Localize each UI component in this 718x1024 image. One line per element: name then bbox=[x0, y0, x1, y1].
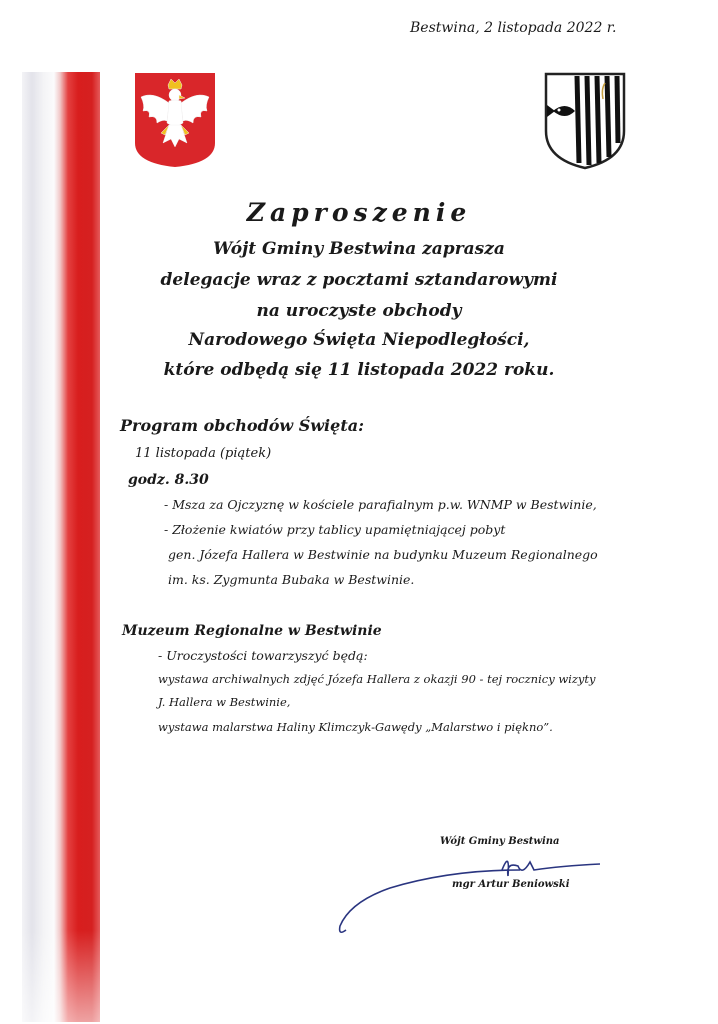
intro-line: które odbędą się 11 listopada 2022 roku. bbox=[163, 360, 555, 380]
museum-item: wystawa archiwalnych zdjęć Józefa Hallera z okazji 90 - tej rocznicy wizyty bbox=[158, 672, 596, 686]
museum-item: - Uroczystości towarzyszyć będą: bbox=[158, 648, 368, 663]
signatory-name: mgr Artur Beniowski bbox=[452, 879, 570, 890]
program-item: - Złożenie kwiatów przy tablicy upamiętniającej pobyt bbox=[164, 522, 506, 537]
museum-item: J. Hallera w Bestwinie, bbox=[158, 695, 291, 709]
polish-eagle-emblem-icon bbox=[133, 71, 217, 169]
program-item: gen. Józefa Hallera w Bestwinie na budynku Muzeum Regionalnego bbox=[168, 547, 598, 562]
intro-line: delegacje wraz z pocztami sztandarowymi bbox=[160, 270, 558, 290]
flag-fade bbox=[22, 930, 100, 1024]
intro-line: Narodowego Święta Niepodległości, bbox=[188, 330, 530, 350]
signatory-role: Wójt Gminy Bestwina bbox=[440, 836, 560, 847]
program-item: im. ks. Zygmunta Bubaka w Bestwinie. bbox=[168, 572, 415, 587]
program-day: 11 listopada (piątek) bbox=[135, 446, 272, 461]
museum-heading: Muzeum Regionalne w Bestwinie bbox=[122, 623, 382, 639]
program-item: - Msza za Ojczyznę w kościele parafialnym p.w. WNMP w Bestwinie, bbox=[164, 497, 597, 512]
intro-line: na uroczyste obchody bbox=[256, 301, 462, 321]
handwritten-signature bbox=[330, 840, 610, 940]
bestwina-coat-of-arms-icon bbox=[543, 71, 627, 171]
intro-line: Wójt Gminy Bestwina zaprasza bbox=[213, 239, 505, 259]
document-title: Zaproszenie bbox=[246, 198, 472, 227]
program-heading: Program obchodów Święta: bbox=[120, 416, 364, 435]
program-time: godz. 8.30 bbox=[128, 472, 209, 488]
document-date: Bestwina, 2 listopada 2022 r. bbox=[410, 20, 617, 36]
museum-item: wystawa malarstwa Haliny Klimczyk-Gawędy „Malarstwo i piękno”. bbox=[158, 720, 553, 734]
